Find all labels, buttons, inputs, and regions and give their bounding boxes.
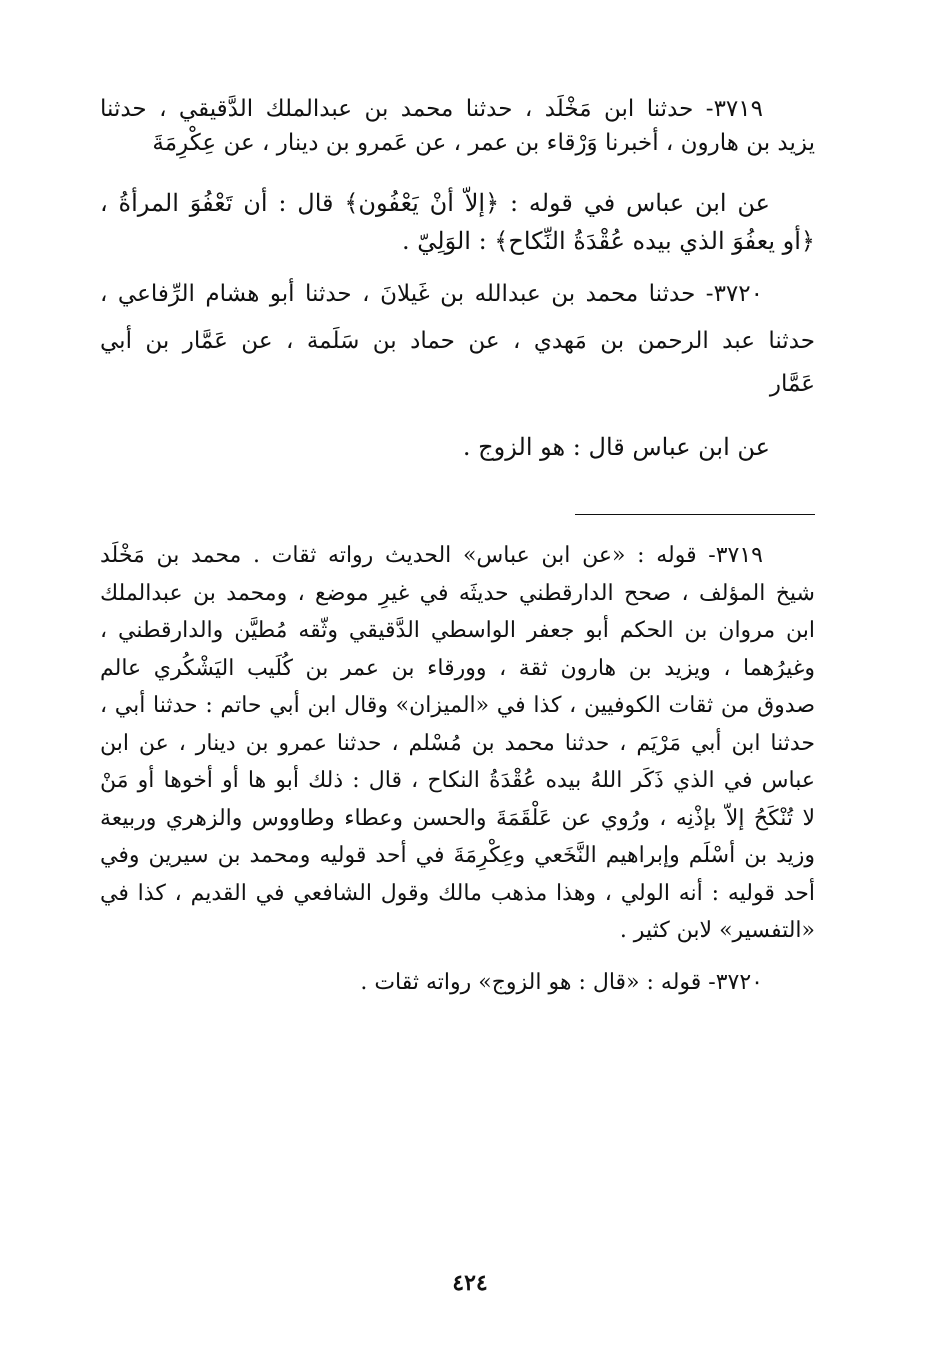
footnote-3719-line-2: شيخ المؤلف ، صحح الدارقطني حديثَه في غيرِ موضع ، ومحمد بن عبدالملك [100,580,815,606]
footnote-3719-line-7: عباس في الذي ذَكَر اللهُ بيده عُقْدَةُ النكاح ، قال : ذلك أبو ها أو أخوها أو مَنْ [100,768,815,793]
footnote-3720-line-1: ٣٧٢٠- قوله : «قال : هو الزوج» رواته ثقات . [360,969,763,995]
hadith-3719-chain-line-1: ٣٧١٩- حدثنا ابن مَخْلَد ، حدثنا محمد بن عبدالملك الدَّقيقي ، حدثنا [100,96,763,122]
footnote-3719-line-8: لا تُنْكَحُ إلاّ بإذْنِه ، ورُوي عن عَلْقَمَةَ والحسن وعطاء وطاووس والزهري وربيعة [100,805,815,831]
hadith-3720-text-line-1: عن ابن عباس قال : هو الزوج . [462,433,770,461]
footnote-3719-line-5: صدوق من ثقات الكوفيين ، كذا في «الميزان» وقال ابن أبي حاتم : حدثنا أبي ، [100,693,815,718]
footnote-3720 [100,964,815,1002]
hadith-3720-chain-line-1: ٣٧٢٠- حدثنا محمد بن عبدالله بن غَيلانَ ، حدثنا أبو هشام الرِّفاعي ، [100,281,763,307]
footnote-3719-line-11: «التفسير» لابن كثير . [619,918,815,943]
footnote-3719-line-1: ٣٧١٩- قوله : «عن ابن عباس» الحديث رواته ثقات . محمد بن مَخْلَد [100,543,763,568]
hadith-3719-text-line-2: ﴿أو يعفُوَ الذي بيده عُقْدَةُ النِّكاح﴾ : الوَلِيّ . [402,227,815,255]
footnote-3719-line-4: وغيرُهما ، ويزيد بن هارون ثقة ، وورقاء بن عمر بن كُلَيب اليَشْكُري عالم [100,655,815,681]
hadith-3719-chain-line-2: يزيد بن هارون ، أخبرنا وَرْقاء بن عمر ، عن عَمرو بن دينار ، عن عِكْرِمَةَ [152,130,815,156]
footnote-3719-line-3: ابن مروان بن الحكم أبو جعفر الواسطي الدَّقيقي وثّقه مُطيَّن والدارقطني ، [100,618,815,643]
hadith-3719 [100,92,815,160]
footnote-3719-line-10: أحد قوليه : أنه الولي ، وهذا مذهب مالك وقول الشافعي في القديم ، كذا في [100,880,815,906]
page-number: ٤٢٤ [452,1270,488,1296]
book-page [100,92,815,1001]
hadith-3720-chain-line-3: عَمَّار [769,371,815,397]
hadith-3719-text [100,184,815,260]
hadith-3720 [100,270,815,404]
footnote-3719-line-6: حدثنا ابن أبي مَرْيَم ، حدثنا محمد بن مُسْلم ، حدثنا عمرو بن دينار ، عن ابن [100,730,815,756]
hadith-3720-text [100,428,815,466]
footnote-3719 [100,537,815,950]
hadith-3720-chain-line-2: حدثنا عبد الرحمن بن مَهدي ، عن حماد بن سَلَمة ، عن عَمَّار بن أبي [100,328,815,354]
hadith-3719-text-line-1: عن ابن عباس في قوله : ﴿إلاّ أنْ يَعْفُون﴾ قال : أن تَعْفُوَ المرأةُ ، [100,189,770,217]
footnote-3719-line-9: وزيد بن أسْلَم وإبراهيم النَّخَعي وعِكْرِمَةَ في أحد قوليه ومحمد بن سيرين وفي [100,843,815,868]
